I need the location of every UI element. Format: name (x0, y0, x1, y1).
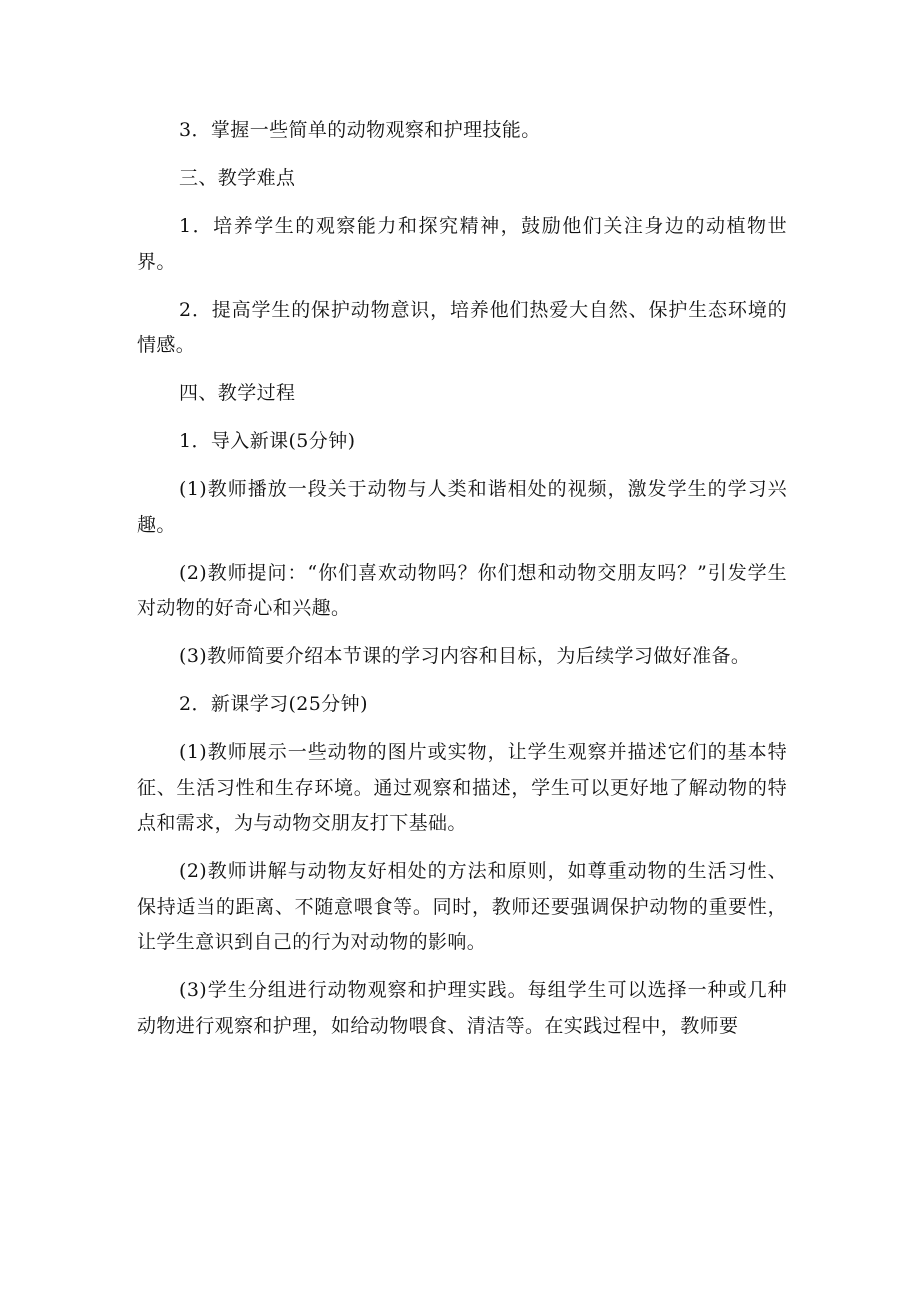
document-body (137, 113, 787, 1057)
intro-step-2: (2)教师提问：“你们喜欢动物吗？你们想和动物交朋友吗？”引发学生对动物的好奇心和兴趣。 (137, 561, 787, 619)
section-heading-process: 四、教学过程 (179, 382, 296, 404)
lesson-step-2: (2)教师讲解与动物友好相处的方法和原则，如尊重动物的生活习性、保持适当的距离、不随意喂食等。同时，教师还要强调保护动物的重要性，让学生意识到自己的行为对动物的影响。 (137, 860, 787, 953)
list-item-skill-3: 3．掌握一些简单的动物观察和护理技能。 (179, 119, 541, 141)
lesson-step-3: (3)学生分组进行动物观察和护理实践。每组学生可以选择一种或几种动物进行观察和护理，如给动物喂食、清洁等。在实践过程中，教师要 (137, 979, 787, 1037)
section-heading-difficulties: 三、教学难点 (179, 167, 296, 189)
subheading-intro: 1．导入新课(5分钟) (179, 430, 356, 452)
subheading-new-lesson: 2．新课学习(25分钟) (179, 693, 368, 715)
intro-step-1: (1)教师播放一段关于动物与人类和谐相处的视频，激发学生的学习兴趣。 (137, 478, 787, 536)
list-item-difficulty-2: 2．提高学生的保护动物意识，培养他们热爱大自然、保护生态环境的情感。 (137, 298, 787, 356)
intro-step-3: (3)教师简要介绍本节课的学习内容和目标，为后续学习做好准备。 (179, 645, 751, 667)
list-item-difficulty-1: 1．培养学生的观察能力和探究精神，鼓励他们关注身边的动植物世界。 (137, 215, 787, 273)
lesson-step-1: (1)教师展示一些动物的图片或实物，让学生观察并描述它们的基本特征、生活习性和生存环境。通过观察和描述，学生可以更好地了解动物的特点和需求，为与动物交朋友打下基础。 (137, 741, 787, 834)
